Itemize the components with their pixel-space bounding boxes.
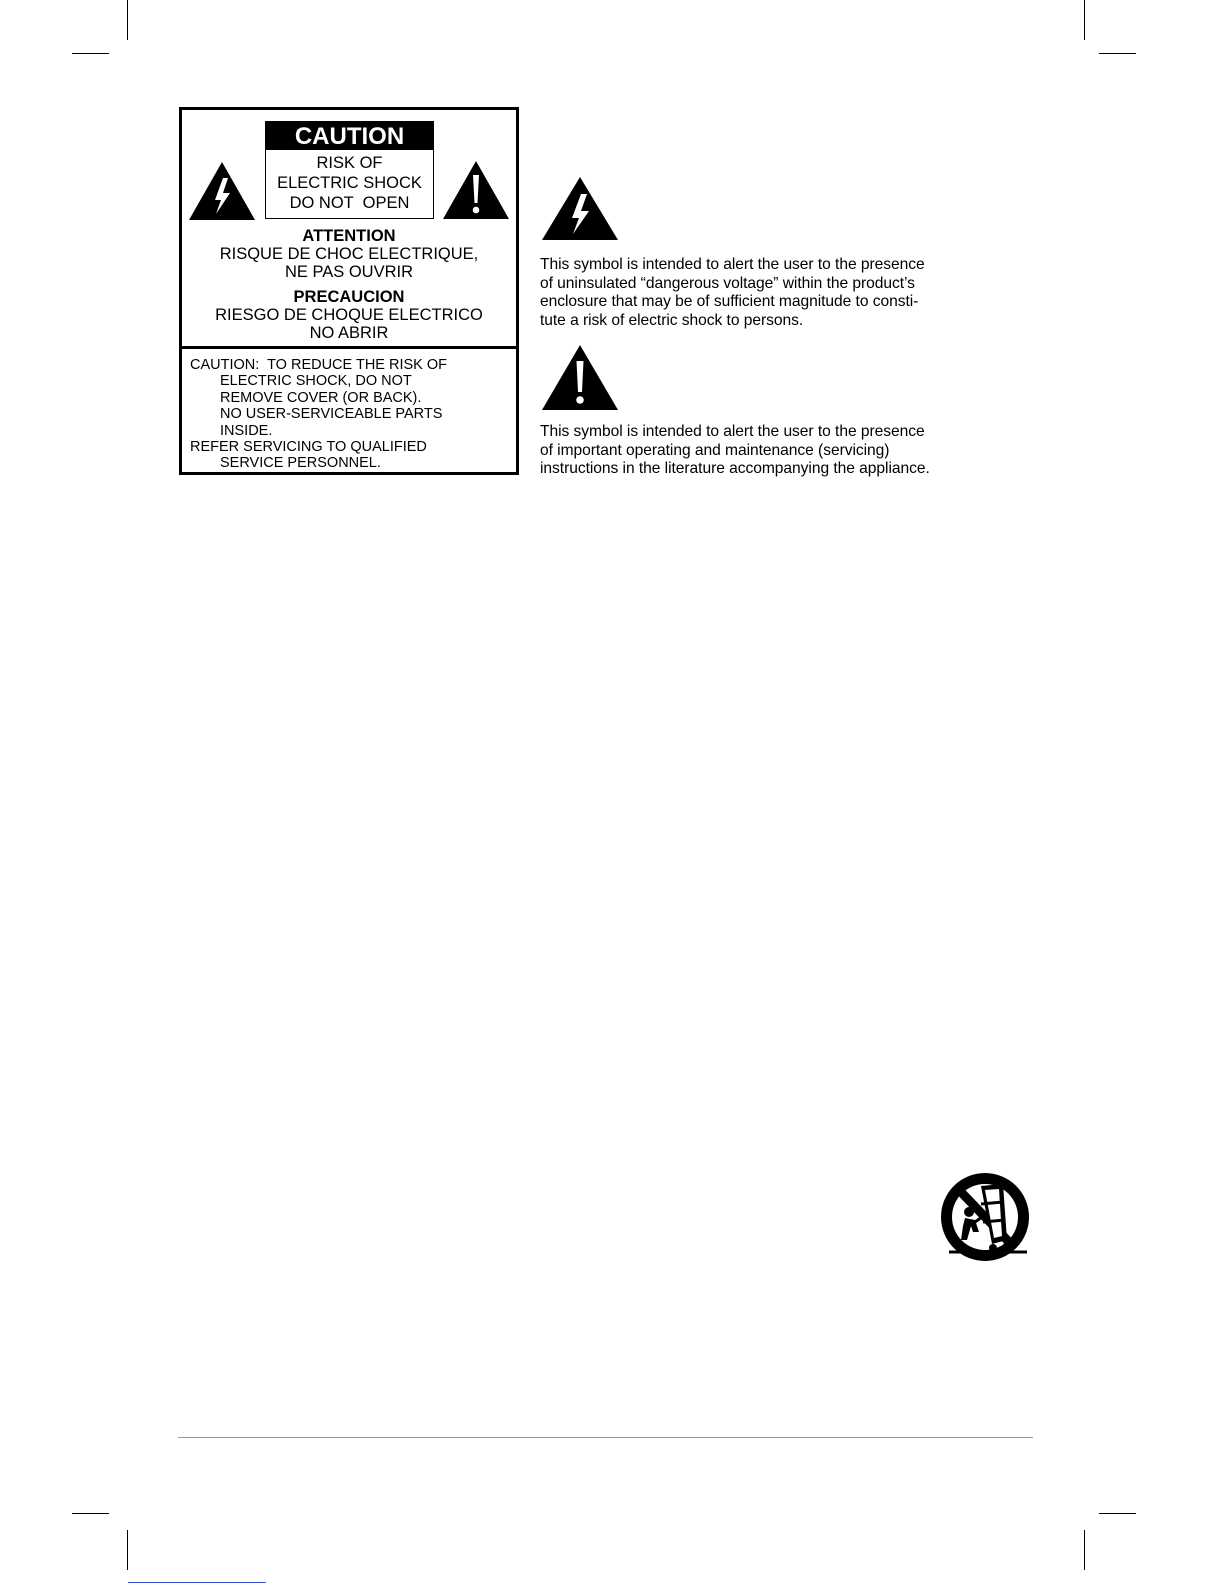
footer-rule	[178, 1437, 1033, 1438]
link-underline[interactable]	[128, 1582, 266, 1583]
caution-sticker	[265, 121, 434, 219]
exclamation-warning-icon	[540, 343, 620, 417]
instruction-line: INSIDE.	[220, 422, 273, 439]
crop-mark	[1099, 1513, 1136, 1514]
instruction-line: CAUTION: TO REDUCE THE RISK OF	[190, 357, 448, 373]
instruction-line: REFER SERVICING TO QUALIFIED	[190, 439, 427, 456]
precaucion-title: PRECAUCION	[293, 288, 405, 306]
crop-mark	[1084, 1530, 1085, 1570]
description-line: instructions in the literature accompanying the appliance.	[540, 460, 930, 477]
caution-sub-line: RISK OF	[316, 154, 383, 172]
instruction-line: SERVICE PERSONNEL.	[220, 455, 381, 472]
lightning-warning-icon	[187, 160, 257, 227]
exclamation-warning-icon	[441, 159, 511, 226]
precaucion-line: RIESGO DE CHOQUE ELECTRICO	[215, 306, 483, 324]
caution-sub-line: ELECTRIC SHOCK	[277, 174, 422, 192]
caution-sub-line: DO NOT OPEN	[289, 194, 410, 212]
attention-title: ATTENTION	[302, 227, 396, 245]
crop-mark	[127, 0, 128, 40]
caution-subtext	[266, 153, 433, 213]
caution-heading: CAUTION	[266, 122, 433, 150]
caution-label-box	[179, 107, 519, 475]
crop-mark	[127, 1530, 128, 1570]
description-line: of important operating and maintenance (servicing)	[540, 441, 890, 459]
attention-line: NE PAS OUVRIR	[284, 263, 414, 281]
description-line: tute a risk of electric shock to persons.	[540, 311, 804, 329]
caution-instructions	[190, 357, 510, 472]
caution-label-top	[182, 110, 516, 346]
attention-french	[182, 227, 516, 281]
crop-mark	[1099, 53, 1136, 54]
description-line: enclosure that may be of sufficient magnitude to consti-	[540, 293, 919, 310]
description-line: This symbol is intended to alert the user to the presence	[540, 256, 925, 273]
exclamation-symbol-description	[540, 423, 980, 479]
instruction-line: REMOVE COVER (OR BACK).	[220, 389, 422, 406]
precaucion-line: NO ABRIR	[309, 324, 389, 342]
lightning-warning-icon	[540, 175, 620, 247]
precaucion-spanish	[182, 288, 516, 342]
description-line: This symbol is intended to alert the user to the presence	[540, 423, 925, 440]
no-cart-tipping-icon	[937, 1170, 1037, 1270]
crop-mark	[72, 53, 109, 54]
attention-line: RISQUE DE CHOC ELECTRIQUE,	[219, 245, 479, 263]
crop-mark	[72, 1513, 109, 1514]
crop-mark	[1084, 0, 1085, 40]
lightning-symbol-description	[540, 256, 980, 330]
instruction-line: NO USER-SERVICEABLE PARTS	[220, 406, 443, 423]
instruction-line: ELECTRIC SHOCK, DO NOT	[220, 373, 412, 390]
description-line: of uninsulated “dangerous voltage” within the product’s	[540, 274, 915, 292]
divider	[182, 346, 516, 349]
